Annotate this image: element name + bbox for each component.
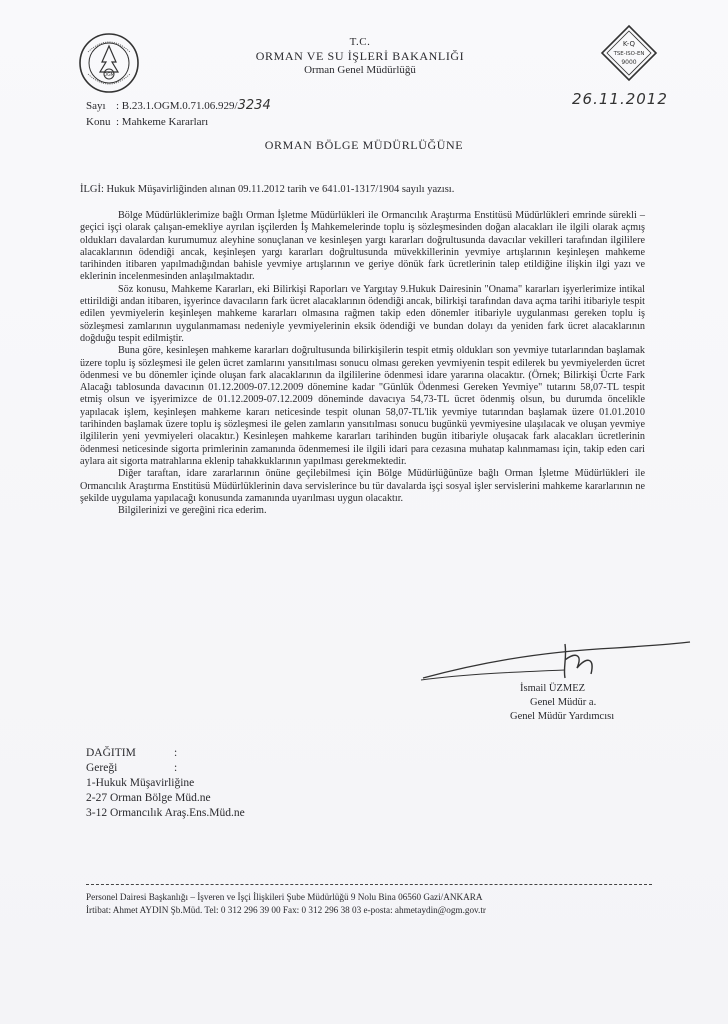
sayi-label: Sayı — [86, 100, 106, 112]
gereği-row — [86, 761, 266, 776]
distribution-item-2: 2-27 Orman Bölge Müd.ne — [86, 792, 211, 804]
konu-label: Konu — [86, 116, 111, 128]
reference-block — [86, 98, 271, 130]
paragraph-3: Buna göre, kesinleşen mahkeme kararları doğrultusunda bilirkişilerin tespit etmiş oldukları son yevmiye tutarlarından başlamak üzere toplu iş sözleşmesi ile gelen ücret zamlarını yansıtılması sonucu olması gereken yevmiyenin tespit edilerek bu yevmiyelerden ücret ödenmesi ve bu dönemler içinde oluşan fark alacaklarının da ilgililerine ödenmesi idare yararına olacaktır. (Örnek; Bilirkişi Ücrte Fark Alacağı tablosunda davacının 01.12.2009-07.12.2009 dönemine kadar "Günlük Ödenmesi Gereken Yevmiye" tutarını 58,07-TL tespit etmiş olsun ve işyerimizce de 01.12.2009-07.12.2009 döneminde davacıya 54,73-TL ücret ödenmiş olsun, bu durumda öncelikle yapılacak işlem, keşinleşen mahkeme kararı neticesinde tespit olunan 58,07-TL'lik yevmiye tutarından başlamak üzere 01.01.2010 tarihinden başlamak üzere toplu iş sözleşmesi ile gelen zamların yansıtılması sonucu bugünkü yevmiyesine ulaşılacak ve oluşan yevmiye ilgililerin yeni yevmiyeleri olacaktır.) Kesinleşen mahkeme kararları tarihinden bugün itibariyle oluşacak fark alacakları ücretlerinin ödenmesi neticesinde sigorta primlerinin zamanında ödenmemesi ile ilgili idari para cezasına muhatap kalınmaması için, takip eden cari aylara ait sigorta matrahlarına eklenip tahakkuklarının yapılması gerekmektedir. — [80, 345, 645, 467]
sayi-row — [86, 98, 271, 114]
gereği-label: Gereği — [86, 762, 118, 774]
signatory-block — [490, 682, 660, 724]
paragraph-2: Söz konusu, Mahkeme Kararları, eki Bilirkişi Raporları ve Yargıtay 9.Hukuk Dairesinin "Onama" kararları işyerlerimize intikal ettirildiği andan itibaren, işyerince davacıların fark ücret alacaklarının ödendiği ancak, bilirkişi tarafından dava açma tarihi itibariyle tespit edilen yevmiyelerin keşinleşen mahkeme kararları olmasına rağmen takip eden dönemler itibariyle uygulanması gereken toplu iş sözleşmesi zamlarının uygulanmaması nedeniyle yevmiyelerinin eksik ödendiği ve bundan dolayı da yeniden fark ücret alacaklarının doğduğu tespit edilmiştir. — [80, 283, 645, 344]
signatory-title: Genel Müdür a. — [530, 697, 597, 708]
sayi-handwritten-number: 3234 — [237, 98, 271, 113]
seal-logo-text: OGM — [103, 73, 115, 78]
distribution-header: DAĞITIM — [86, 747, 136, 759]
header-ministry: ORMAN VE SU İŞLERİ BAKANLIĞI — [255, 49, 465, 64]
footer-contact-info: İrtibat: Ahmet AYDIN Şb.Müd. Tel: 0 312 296 39 00 Fax: 0 312 296 38 03 e-posta: ahmetaydin@ogm.gov.tr — [86, 905, 486, 915]
handwritten-date: 26.11.2012 — [572, 90, 668, 108]
sayi-value: : B.23.1.OGM.0.71.06.929/ — [116, 100, 238, 112]
letterhead — [200, 36, 520, 77]
konu-value: : Mahkeme Kararları — [116, 116, 209, 128]
header-tc: T.C. — [349, 36, 371, 48]
footer-divider — [86, 884, 652, 885]
paragraph-1: Bölge Müdürlüklerimize bağlı Orman İşletme Müdürlükleri ile Ormancılık Araştırma Enstitüsü Müdürlükleri emrinde sürekli –geçici işçi olarak çalışan-emekliye ayrılan işçilerden İş Mahkemelerinde toplu iş sözleşmesinden doğan alacakları ile ilgili olarak açmış oldukları davalardan kurumumuz aleyhine sonuçlanan ve kesinleşen yargı kararları doğrultusunda davacılar vekilleri tarafından ilgililere alacaklarının ödendiği ancak, keşinleşen yargı kararları doğrultusunda müvekkillerinin yevmiye artışlarının keşinleşen mahkeme tarihinden itibaren yapılmadığından bahisle yevmiye artışlarının ve geriye dönük fark ücretlerinin talep etildiğine ilişkin ilgi yazı ve eklerinin incelenmesinden anlaşılmaktadır. — [80, 210, 645, 283]
reference-line: İLGİ: Hukuk Müşavirliğinden alınan 09.11.2012 tarih ve 641.01-1317/1904 sayılı yazısı. — [80, 184, 455, 195]
tse-logo-line-2: TSE-ISO-EN — [613, 51, 645, 57]
konu-row — [86, 114, 271, 130]
tse-logo-line-1: K-Q — [622, 40, 636, 48]
closing-line: Bilgilerinizi ve gereğini rica ederim. — [118, 505, 267, 517]
tse-iso-certification-logo — [600, 24, 658, 82]
footer-address: Personel Dairesi Başkanlığı – İşveren ve İşçi İlişkileri Şube Müdürlüğü 9 Nolu Bina 06560 Gazi/ANKARA — [86, 892, 483, 902]
letter-body — [80, 210, 645, 517]
tse-logo-line-3: 9000 — [621, 59, 637, 66]
header-directorate: Orman Genel Müdürlüğü — [304, 63, 416, 76]
distribution-item-1: 1-Hukuk Müşavirliğine — [86, 777, 195, 789]
signatory-position: Genel Müdür Yardımcısı — [510, 711, 615, 722]
footer-contact — [86, 891, 656, 917]
distribution-colon: : — [174, 747, 178, 759]
ogm-seal-logo — [78, 32, 140, 94]
signatory-name: İsmail ÜZMEZ — [520, 683, 586, 694]
gereği-colon: : — [174, 762, 178, 774]
recipient-heading: ORMAN BÖLGE MÜDÜRLÜĞÜNE — [264, 138, 464, 152]
distribution-list — [86, 746, 266, 821]
distribution-header-row — [86, 746, 266, 761]
distribution-item-3: 3-12 Ormancılık Araş.Ens.Müd.ne — [86, 807, 245, 819]
paragraph-4: Diğer taraftan, idare zararlarının önüne geçilebilmesi için Bölge Müdürlüğünüze bağlı Orman İşletme Müdürlükleri ile Ormancılık Araştırma Enstitüsü Müdürlüklerinin dava servislerince bu tür davalarda işçi sosyal işler servislerini mahkeme kararlarının ne şekilde uygulama yapılacağı konusunda zamanında uyarılması uygun olacaktır. — [80, 468, 645, 504]
